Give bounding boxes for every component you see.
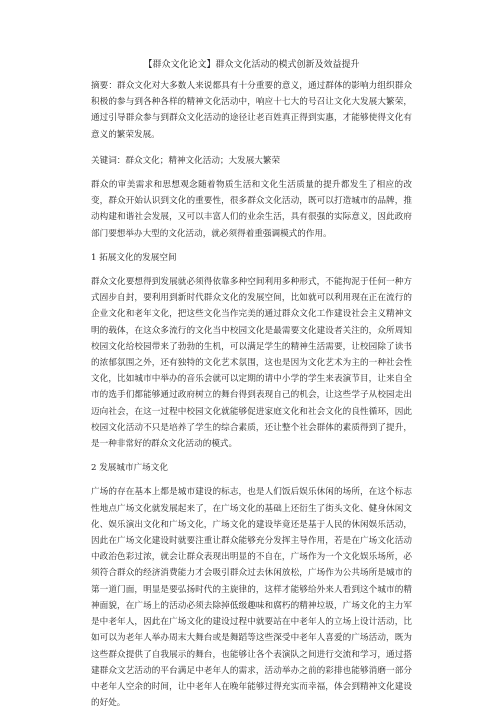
- section-body-1: 群众文化要想得到发展就必须得依靠多种空间利用多种形式，不能拘泥于任何一种方式固步自封，要利用到新时代群众文化的发展空间，比如就可以利用现在正在流行的企业文化和老年文化，把这些文化当作完美的通过群众文化工作建设社会主义精神文明的载体，在这众多流行的文化当中校园文化是最需要文化建设者关注的，众所周知校园文化给校园带来了勃勃的生机，可以满足学生的精神生活需要，让校园除了读书的浓郁氛围之外，还有独特的文化艺术氛围，这也是因为文化艺术为主的一种社会性文化，比如城市中举办的音乐会就可以定期的请中小学的学生来表演节目，让来自全市的选手们都能够通过政府树立的舞台得到表现自己的机会，让这些学子从校园走出迈向社会，在这一过程中校园文化就能够促进家庭文化和社会文化的良性循环，因此校园文化活动不只是培养了学生的综合素质，还让整个社会群体的素质得到了提升，是一种非常好的群众文化活动的模式。: [91, 277, 412, 450]
- spacer: [91, 452, 412, 460]
- spacer: [91, 242, 412, 250]
- section-heading-1: 1 拓展文化的发展空间: [91, 252, 177, 263]
- document-title: 【群众文化论文】群众文化活动的模式创新及效益提升: [143, 60, 360, 70]
- spacer: [91, 266, 412, 274]
- keywords-line: 关键词：群众文化；精神文化活动；大发展大繁荣: [91, 155, 281, 166]
- spacer: [91, 143, 412, 153]
- abstract-paragraph: 摘要：群众文化对大多数人来说都具有十分重要的意义，通过群体的影响力组织群众积极的参与到各种各样的精神文化活动中，响应十七大的号召让文化大发展大繁荣，通过引导群众参与到群众文化活动的途径让老百姓真正得到实惠，才能够使得文化有意义的繁荣发展。: [91, 81, 412, 140]
- spacer: [91, 169, 412, 177]
- spacer: [91, 476, 412, 484]
- section-body-2: 广场的存在基本上都是城市建设的标志，也是人们饭后娱乐休闲的场所，在这个标志性地点广场文化就发展起来了，在广场文化的基础上还衍生了街头文化、健身休闲文化、娱乐演出文化和广场文化，广场文化的建设毕竟还是基于人民的休闲娱乐活动，因此在广场文化建设时就要注重让群众能够充分发挥主导作用，若是在广场文化活动中政治色彩过浓，就会让群众表现出明显的不自在，广场作为一个文化娱乐场所，必须符合群众的经济消费能力才会吸引群众过去休闲放松，广场作为公共场所是城市的第一道门面，明显是要弘扬时代的主旋律的，这样才能够给外来人看到这个城市的精神面貌，在广场上的活动必须去除掉低级趣味和腐朽的精神垃圾，广场文化的主力军是中老年人，因此在广场文化的建设过程中就要站在中老年人的立场上设计活动，比如可以为老年人举办周末大舞台或是舞蹈等这些深受中老年人喜爱的广场活动，既为这些群众提供了自我展示的舞台，也能够让各个表演队之间进行交流和学习，通过搭建群众文艺活动的平台满足中老年人的需求，活动举办之前的彩排也能够消磨一部分中老年人空余的时间，让中老年人在晚年能够过得充实而幸福，体会到精神文化建设的好处。: [91, 487, 412, 709]
- section-heading-2: 2 发展城市广场文化: [91, 463, 168, 474]
- intro-paragraph: 群众的审美需求和思想观念随着物质生活和文化生活质量的提升都发生了相应的改变，群众开始认识到文化的重要性，很多群众文化活动，既可以打造城市的品牌，推动构建和谐社会发展，又可以丰富人们的业余生活，具有很强的实际意义，因此政府部门要想举办大型的文化活动，就必须得着重强调模式的作用。: [91, 180, 412, 239]
